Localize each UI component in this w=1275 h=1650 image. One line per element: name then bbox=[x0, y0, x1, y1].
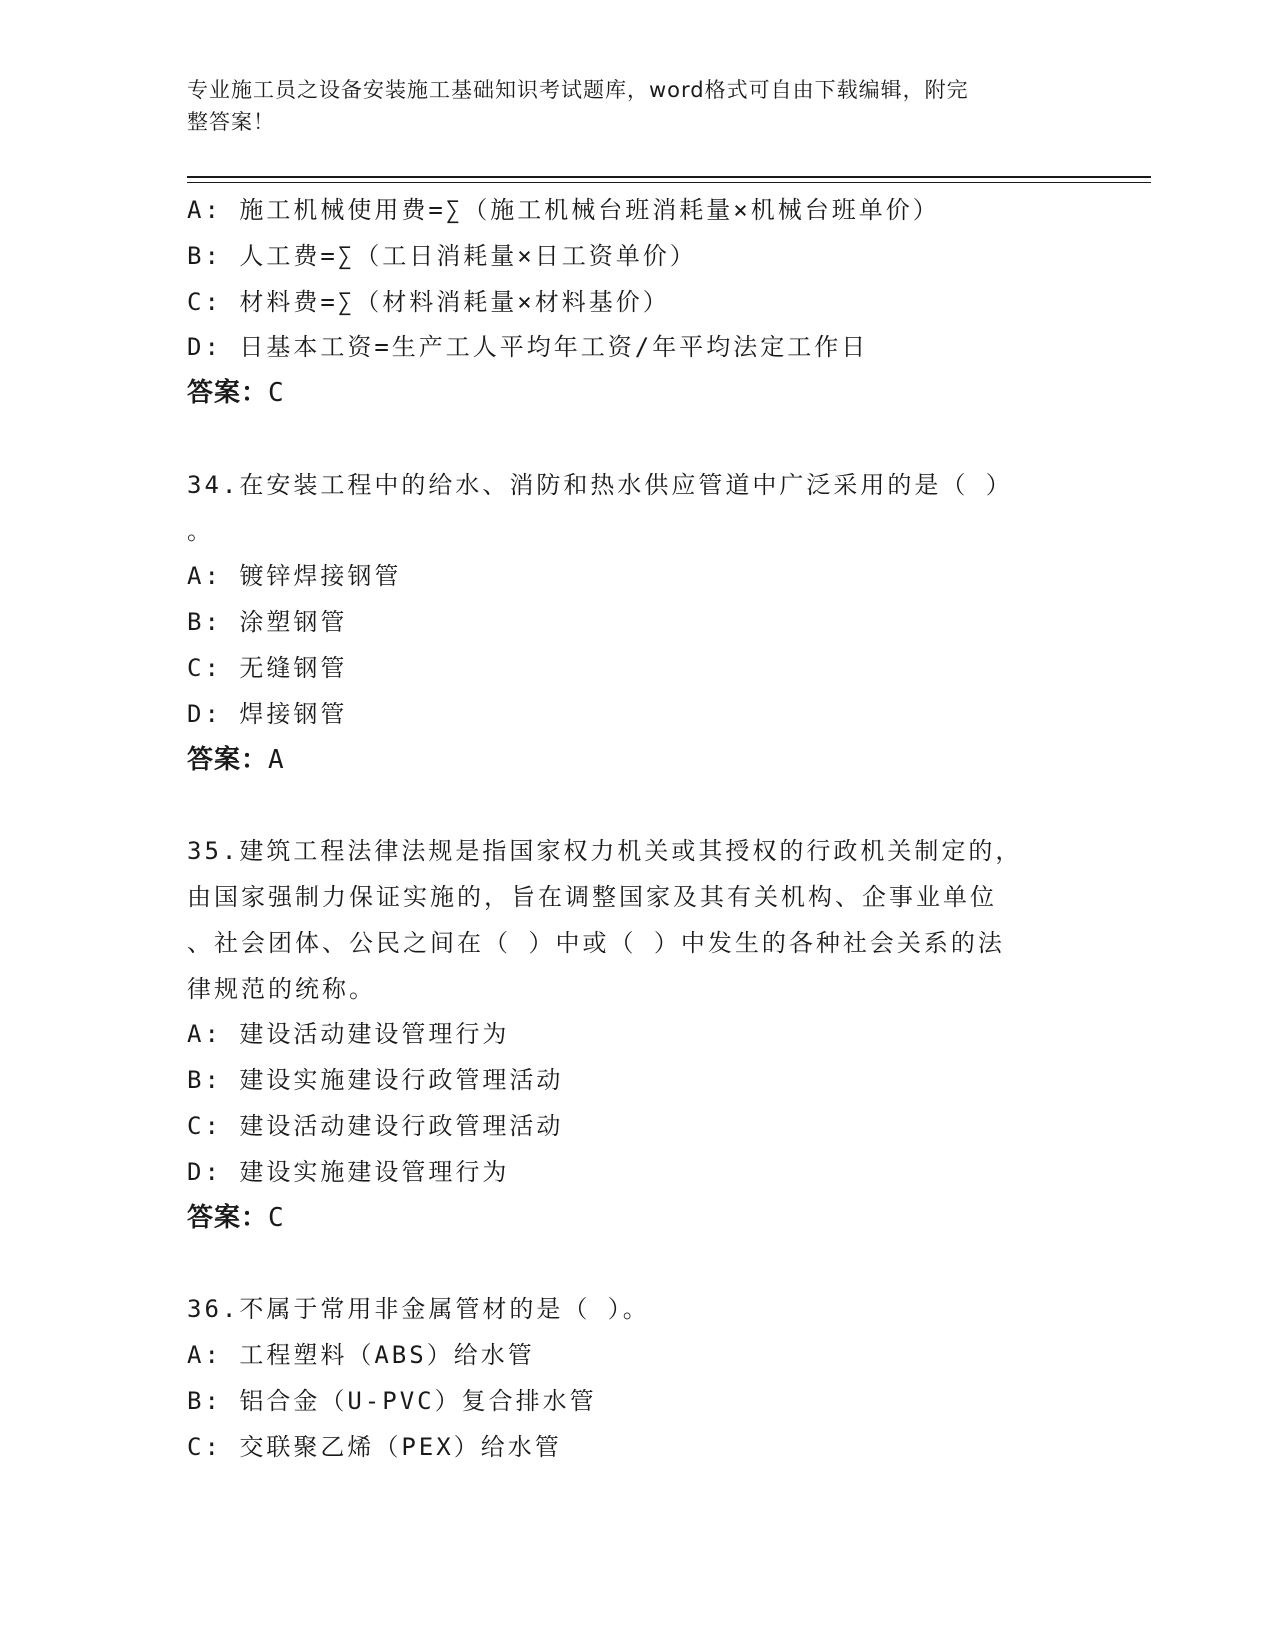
option-c: C: 建设活动建设行政管理活动 bbox=[187, 1111, 564, 1140]
question-stem: 35.建筑工程法律法规是指国家权力机关或其授权的行政机关制定的， bbox=[187, 837, 1023, 866]
header-line-2: 整答案！ bbox=[187, 110, 275, 134]
option-c: C: 交联聚乙烯（PEX）给水管 bbox=[187, 1432, 562, 1461]
answer-value: A bbox=[268, 744, 285, 775]
question-35 bbox=[187, 829, 1067, 1241]
question-stem: 、社会团体、公民之间在（ ）中或（ ）中发生的各种社会关系的法 bbox=[187, 928, 1005, 957]
document-header bbox=[187, 74, 1067, 138]
option-c: C: 材料费=∑（材料消耗量×材料基价） bbox=[187, 287, 670, 316]
answer-label: 答案： bbox=[187, 378, 269, 409]
answer-line bbox=[187, 1196, 1067, 1242]
question-stem: 由国家强制力保证实施的，旨在调整国家及其有关机构、企事业单位 bbox=[187, 882, 997, 911]
answer-label: 答案： bbox=[187, 1202, 269, 1233]
spacer bbox=[187, 783, 1067, 829]
question-stem: 34.在安装工程中的给水、消防和热水供应管道中广泛采用的是（ ） bbox=[187, 470, 1013, 499]
option-b: B: 人工费=∑（工日消耗量×日工资单价） bbox=[187, 241, 697, 270]
question-stem: 36.不属于常用非金属管材的是（ ）。 bbox=[187, 1295, 650, 1324]
option-a: A: 建设活动建设管理行为 bbox=[187, 1020, 510, 1049]
answer-label: 答案： bbox=[187, 744, 269, 775]
option-a: A: 施工机械使用费=∑（施工机械台班消耗量×机械台班单价） bbox=[187, 196, 940, 224]
option-d: D: 建设实施建设管理行为 bbox=[187, 1157, 510, 1186]
answer-line bbox=[187, 371, 1067, 417]
header-divider-thick bbox=[187, 176, 1151, 178]
option-a: A: 镀锌焊接钢管 bbox=[187, 562, 402, 591]
question-stem: 律规范的统称。 bbox=[187, 974, 376, 1003]
option-d: D: 焊接钢管 bbox=[187, 699, 348, 728]
question-34 bbox=[187, 463, 1067, 784]
spacer bbox=[187, 417, 1067, 463]
header-line-1: 专业施工员之设备安装施工基础知识考试题库，word格式可自由下载编辑，附完 bbox=[187, 78, 969, 102]
option-b: B: 涂塑钢管 bbox=[187, 608, 348, 637]
option-c: C: 无缝钢管 bbox=[187, 653, 348, 682]
option-d: D: 日基本工资=生产工人平均年工资/年平均法定工作日 bbox=[187, 333, 869, 362]
option-b: B: 建设实施建设行政管理活动 bbox=[187, 1066, 564, 1095]
question-stem: 。 bbox=[187, 516, 214, 545]
option-a: A: 工程塑料（ABS）给水管 bbox=[187, 1340, 535, 1369]
question-33 bbox=[187, 188, 1067, 417]
question-content bbox=[187, 188, 1067, 1470]
option-b: B: 铝合金（U-PVC）复合排水管 bbox=[187, 1386, 597, 1415]
spacer bbox=[187, 1241, 1067, 1287]
answer-line bbox=[187, 738, 1067, 784]
header-divider-thin bbox=[187, 182, 1151, 183]
answer-value: C bbox=[268, 1202, 285, 1233]
answer-value: C bbox=[268, 378, 285, 409]
question-36 bbox=[187, 1287, 1067, 1470]
